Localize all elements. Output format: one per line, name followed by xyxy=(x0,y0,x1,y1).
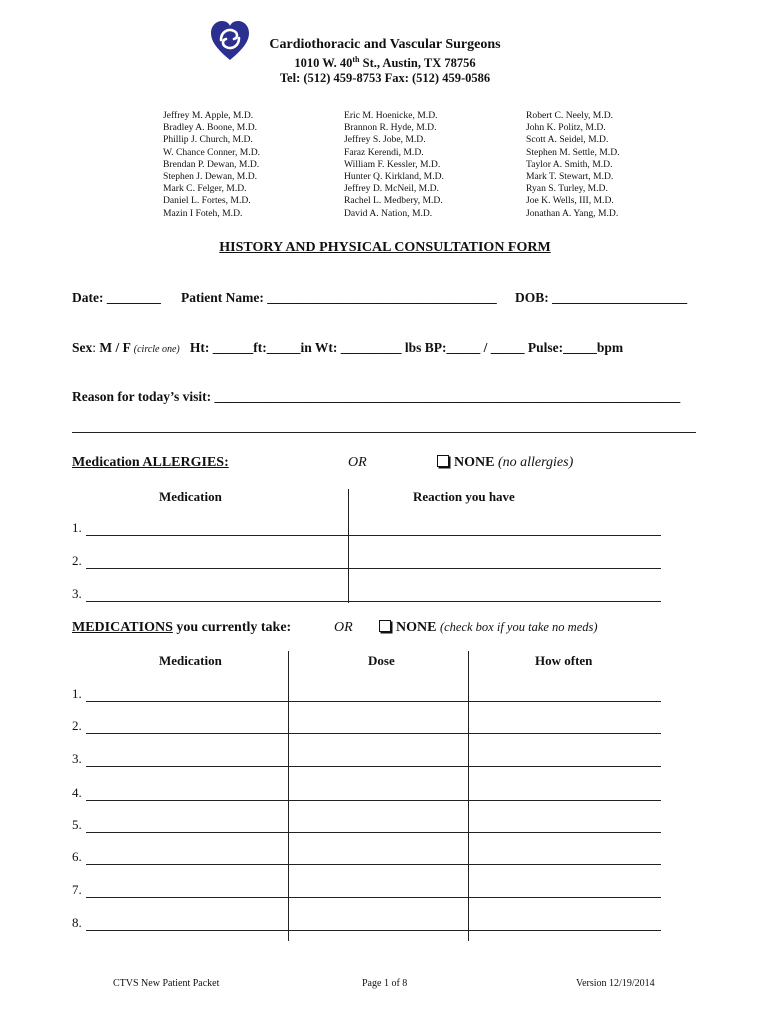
allergy-blank[interactable] xyxy=(86,589,661,602)
address-city: St., Austin, TX 78756 xyxy=(359,56,476,71)
sex-label: Sex xyxy=(72,340,93,355)
medications-title xyxy=(72,620,291,636)
medication-blank[interactable] xyxy=(86,754,661,767)
medication-name-header: Medication xyxy=(159,653,222,668)
doctor-name: Ryan S. Turley, M.D. xyxy=(526,183,608,195)
doctor-name: Mark T. Stewart, M.D. xyxy=(526,171,614,183)
medication-row[interactable] xyxy=(72,718,661,734)
medication-row[interactable] xyxy=(72,686,661,702)
none-hint: (no allergies) xyxy=(497,455,574,470)
row-number: 1. xyxy=(72,520,82,535)
doctor-name: Phillip J. Church, M.D. xyxy=(163,134,253,146)
reason-for-visit-line-2[interactable] xyxy=(72,422,696,433)
allergies-title: Medication ALLERGIES: xyxy=(72,455,229,470)
allergy-row[interactable] xyxy=(72,586,661,602)
allergy-row[interactable] xyxy=(72,520,661,536)
medication-blank[interactable] xyxy=(86,885,661,898)
medications-or: OR xyxy=(334,620,353,635)
doctor-name: David A. Nation, M.D. xyxy=(344,207,433,219)
row-number: 7. xyxy=(72,882,82,897)
medication-row[interactable] xyxy=(72,817,661,833)
medication-row[interactable] xyxy=(72,849,661,865)
doctor-name: Taylor A. Smith, M.D. xyxy=(526,158,613,170)
doctor-name: Jeffrey S. Jobe, M.D. xyxy=(344,134,426,146)
row-number: 8. xyxy=(72,915,82,930)
checkbox-icon[interactable] xyxy=(437,455,449,467)
doctor-name: Bradley A. Boone, M.D. xyxy=(163,122,258,134)
row-number: 2. xyxy=(72,718,82,733)
doctor-name: Faraz Kerendi, M.D. xyxy=(344,146,424,158)
organization-name: Cardiothoracic and Vascular Surgeons xyxy=(269,37,501,52)
form-title: HISTORY AND PHYSICAL CONSULTATION FORM xyxy=(219,240,551,255)
allergies-or: OR xyxy=(348,455,367,470)
doctor-name: Joe K. Wells, III, M.D. xyxy=(526,195,614,207)
doctor-name: Mazin I Foteh, M.D. xyxy=(163,207,243,219)
dob-field[interactable]: DOB: ____________________ xyxy=(515,290,688,305)
medication-blank[interactable] xyxy=(86,820,661,833)
doctor-name: Stephen M. Settle, M.D. xyxy=(526,146,620,158)
row-number: 5. xyxy=(72,817,82,832)
allergy-medication-header: Medication xyxy=(159,489,222,504)
sex-options[interactable]: M / F xyxy=(96,340,134,355)
doctor-name: William F. Kessler, M.D. xyxy=(344,158,441,170)
doctor-name: Brendan P. Dewan, M.D. xyxy=(163,158,260,170)
doctor-name: John K. Politz, M.D. xyxy=(526,122,606,134)
vitals-row xyxy=(72,340,623,356)
doctor-name: Brannon R. Hyde, M.D. xyxy=(344,122,437,134)
doctor-name: Jonathan A. Yang, M.D. xyxy=(526,207,619,219)
medication-dose-header: Dose xyxy=(368,653,395,668)
doctor-list-column-1 xyxy=(163,110,260,220)
allergies-none-option[interactable] xyxy=(437,455,573,471)
checkbox-icon[interactable] xyxy=(379,620,391,632)
doctor-name: Eric M. Hoenicke, M.D. xyxy=(344,110,438,121)
doctor-name: Mark C. Felger, M.D. xyxy=(163,183,247,195)
medication-blank[interactable] xyxy=(86,788,661,801)
date-field[interactable]: Date: ________ xyxy=(72,290,161,305)
footer-version: Version 12/19/2014 xyxy=(576,978,655,989)
row-number: 4. xyxy=(72,785,82,800)
medications-title-keyword: MEDICATIONS xyxy=(72,620,173,635)
address-superscript: th xyxy=(352,55,360,64)
row-number: 6. xyxy=(72,849,82,864)
medication-blank[interactable] xyxy=(86,689,661,702)
none-hint: (check box if you take no meds) xyxy=(439,620,598,634)
doctor-list-column-3 xyxy=(526,110,620,220)
sex-colon: : xyxy=(92,340,97,355)
doctor-list-column-2 xyxy=(344,110,444,220)
row-number: 1. xyxy=(72,686,82,701)
medication-row[interactable] xyxy=(72,915,661,931)
medication-row[interactable] xyxy=(72,882,661,898)
doctor-name: Scott A. Seidel, M.D. xyxy=(526,134,609,146)
allergy-row[interactable] xyxy=(72,553,661,569)
footer-packet-name: CTVS New Patient Packet xyxy=(113,978,220,989)
doctor-name: Stephen J. Dewan, M.D. xyxy=(163,171,258,183)
allergy-blank[interactable] xyxy=(86,556,661,569)
row-number: 3. xyxy=(72,586,82,601)
circle-one-hint: (circle one) xyxy=(133,344,180,355)
medication-row[interactable] xyxy=(72,751,661,767)
medication-blank[interactable] xyxy=(86,918,661,931)
row-number: 2. xyxy=(72,553,82,568)
organization-phone-fax: Tel: (512) 459-8753 Fax: (512) 459-0586 xyxy=(279,71,491,85)
medications-title-rest: you currently take: xyxy=(172,620,292,635)
organization-address xyxy=(0,55,770,71)
allergy-reaction-header: Reaction you have xyxy=(413,489,515,504)
allergy-blank[interactable] xyxy=(86,523,661,536)
doctor-name: Jeffrey D. McNeil, M.D. xyxy=(344,183,439,195)
reason-for-visit-field[interactable]: Reason for today’s visit: _____________________________________________________________________ xyxy=(72,389,681,404)
doctor-name: Robert C. Neely, M.D. xyxy=(526,110,614,121)
none-label: NONE xyxy=(396,620,437,635)
medication-frequency-header: How often xyxy=(535,653,593,668)
doctor-name: Hunter Q. Kirkland, M.D. xyxy=(344,171,444,183)
medication-row[interactable] xyxy=(72,785,661,801)
doctor-name: Jeffrey M. Apple, M.D. xyxy=(163,110,254,121)
none-label: NONE xyxy=(454,455,495,470)
medication-blank[interactable] xyxy=(86,721,661,734)
footer-page-number: Page 1 of 8 xyxy=(362,978,408,989)
height-weight-bp-pulse-fields[interactable]: Ht: ______ft:_____in Wt: _________ lbs BP:_____ / _____ Pulse:_____bpm xyxy=(189,340,624,355)
patient-name-field[interactable]: Patient Name: __________________________________ xyxy=(181,290,497,305)
doctor-name: W. Chance Conner, M.D. xyxy=(163,146,261,158)
doctor-name: Rachel L. Medbery, M.D. xyxy=(344,195,443,207)
row-number: 3. xyxy=(72,751,82,766)
medications-none-option[interactable] xyxy=(379,620,598,636)
address-street: 1010 W. 40 xyxy=(294,56,353,71)
doctor-name: Daniel L. Fortes, M.D. xyxy=(163,195,251,207)
medication-blank[interactable] xyxy=(86,852,661,865)
